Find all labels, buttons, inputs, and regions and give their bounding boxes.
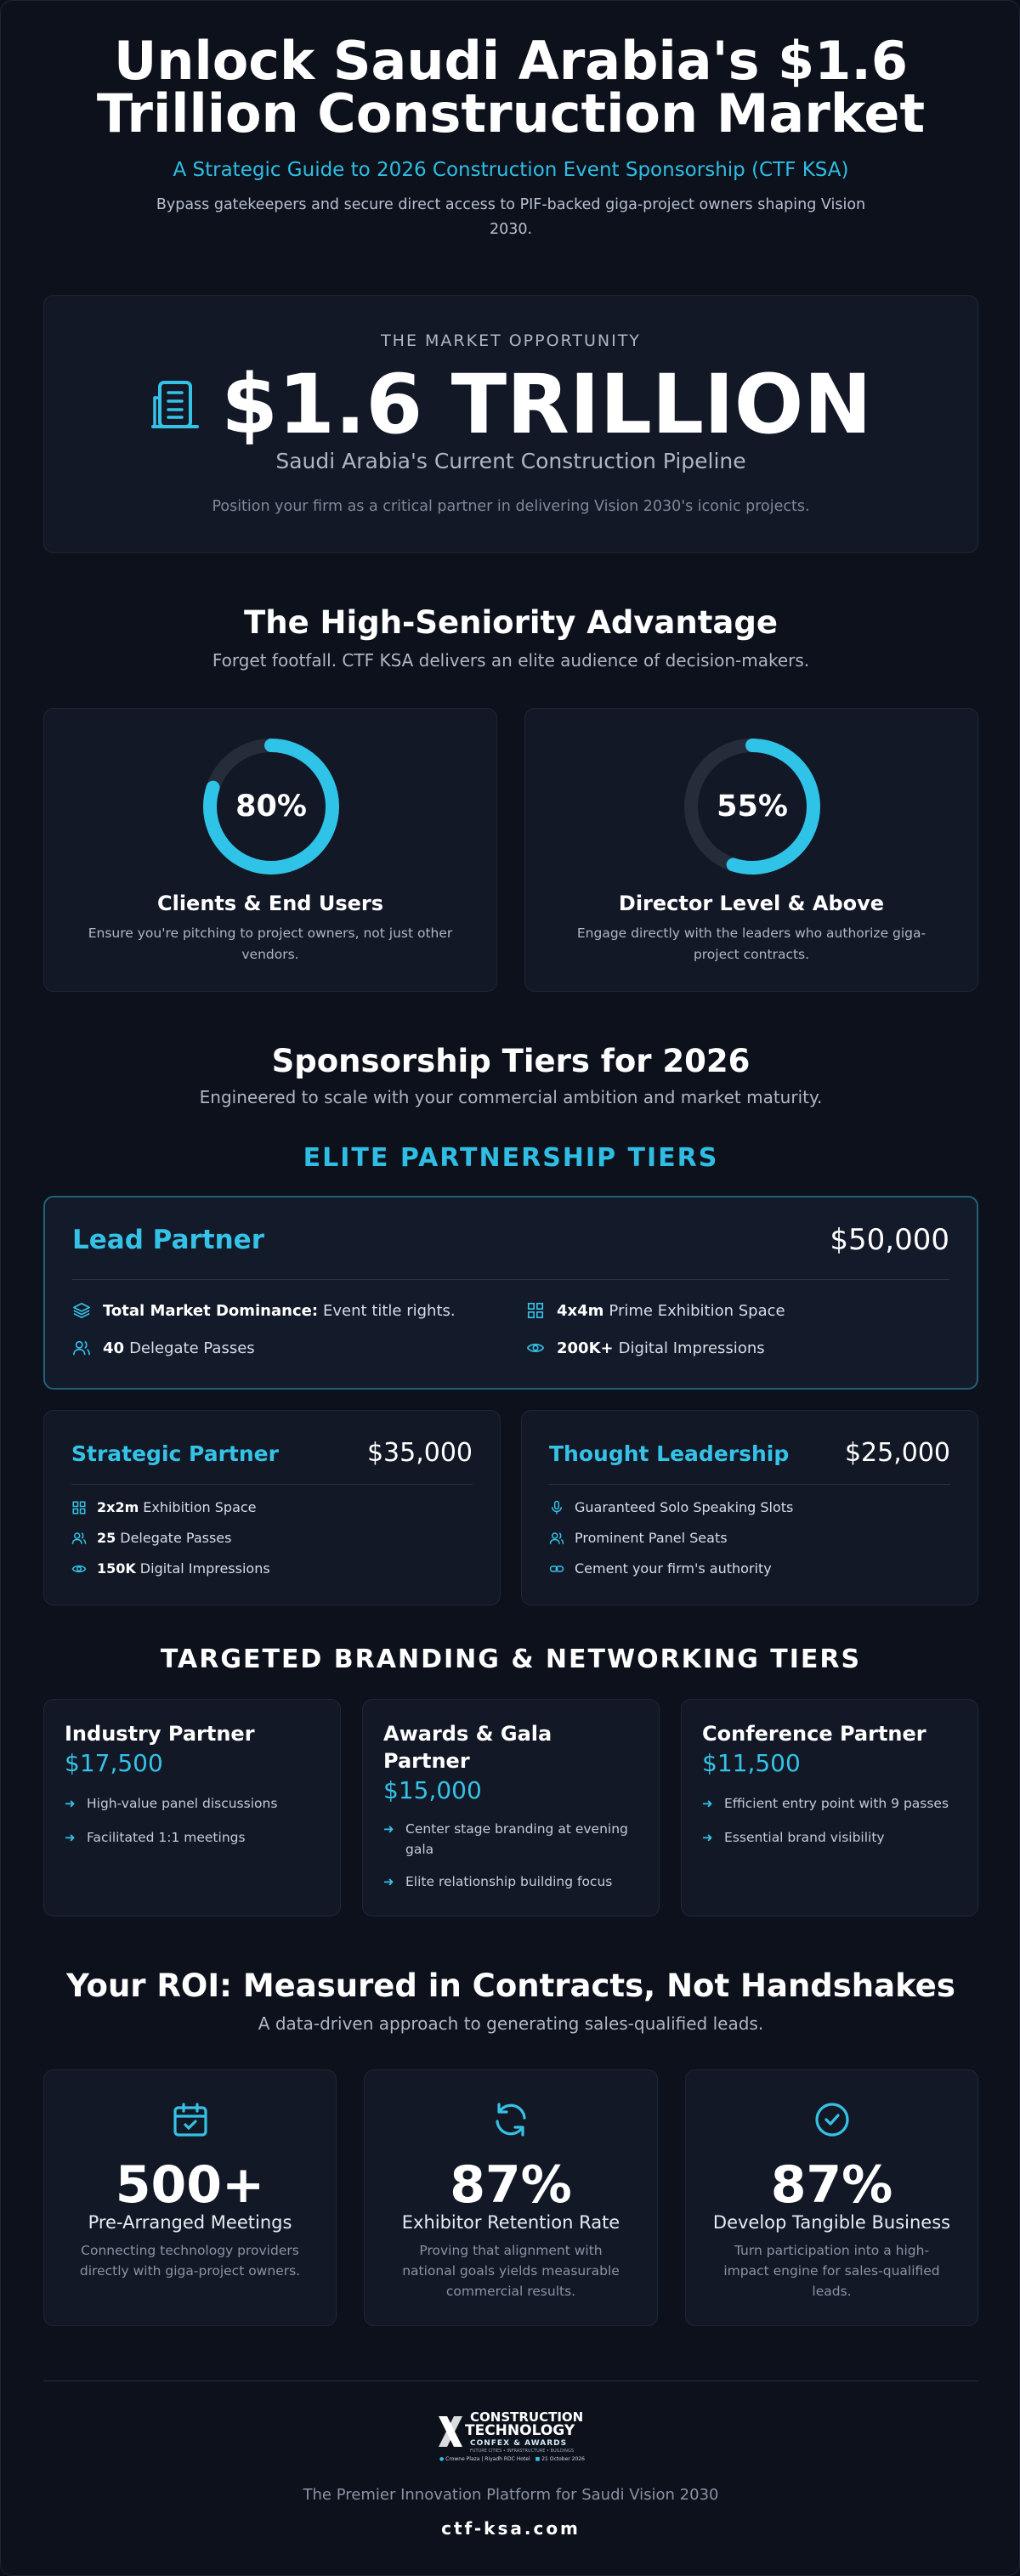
stat-card-clients <box>43 708 497 992</box>
divider <box>71 1484 473 1485</box>
roi-card-title: Develop Tangible Business <box>712 2212 951 2233</box>
tier-name: Industry Partner <box>65 1722 255 1746</box>
arrow-icon: ➜ <box>702 1830 713 1845</box>
hero-title: Unlock Saudi Arabia's $1.6 Trillion Construction Market <box>96 30 926 144</box>
tier-name: Conference Partner <box>702 1722 926 1746</box>
tier-name: Strategic Partner <box>71 1441 279 1466</box>
tier-feature: 200K+ Digital Impressions <box>526 1339 765 1357</box>
market-caption: Saudi Arabia's Current Construction Pipeline <box>275 449 746 473</box>
roi-card-description: Connecting technology providers directly with giga-project owners. <box>79 2243 301 2279</box>
users-icon <box>72 1339 91 1357</box>
market-opportunity-card <box>43 295 978 553</box>
tier-name: Thought Leadership <box>549 1441 790 1466</box>
roi-value: 500+ <box>115 2155 265 2215</box>
divider <box>549 1484 950 1485</box>
percent-ring <box>199 734 343 879</box>
tier-feature: Cement your firm's authority <box>549 1560 772 1577</box>
tier-feature: Prominent Panel Seats <box>549 1530 728 1546</box>
calendar-icon: ■ <box>535 2456 541 2462</box>
market-value: $1.6 TRILLION <box>221 357 872 452</box>
arrow-icon: ➜ <box>383 1821 394 1837</box>
seniority-title: The High-Seniority Advantage <box>244 604 778 641</box>
tier-name: Lead Partner <box>72 1225 264 1255</box>
hero-description: Bypass gatekeepers and secure direct access to PIF-backed giga-project owners shaping Vision 2030. <box>156 196 866 238</box>
tier-price: $15,000 <box>383 1776 482 1804</box>
arrow-icon: ➜ <box>65 1830 76 1845</box>
list-item: ➜ High-value panel discussions <box>65 1793 323 1814</box>
tier-price: $17,500 <box>65 1749 163 1777</box>
roi-card-business <box>685 2069 978 2326</box>
roi-card-description: Proving that alignment with national goals yields measurable commercial results. <box>402 2243 620 2299</box>
check-circle-icon <box>812 2099 853 2140</box>
stat-title: Director Level & Above <box>618 892 885 915</box>
event-logo: CONSTRUCTION TECHNOLOGY CONFEX & AWARDS FUTURE CITIES • INFRASTRUCTURE • BUILDINGS ● Crowne Plaza | Riyadh RDC Hotel ■ 21 October 2026 <box>434 2409 587 2469</box>
stat-percent: 80% <box>235 790 307 824</box>
layers-icon <box>72 1301 91 1320</box>
seniority-subtitle: Forget footfall. CTF KSA delivers an elite audience of decision-makers. <box>212 650 810 671</box>
footer-tagline: The Premier Innovation Platform for Saudi Vision 2030 <box>303 2486 719 2504</box>
roi-value: 87% <box>450 2155 572 2215</box>
roi-card-title: Exhibitor Retention Rate <box>401 2212 620 2233</box>
eye-icon <box>526 1339 545 1357</box>
location-pin-icon: ● <box>439 2456 445 2462</box>
microphone-icon <box>549 1500 564 1515</box>
roi-subtitle: A data-driven approach to generating sales-qualified leads. <box>258 2013 764 2034</box>
tiers-title: Sponsorship Tiers for 2026 <box>271 1043 751 1079</box>
roi-title: Your ROI: Measured in Contracts, Not Handshakes <box>66 1967 955 2004</box>
industry-partner-card <box>43 1699 341 1916</box>
refresh-icon <box>490 2099 531 2140</box>
tier-feature: 2x2m Exhibition Space <box>71 1499 257 1515</box>
arrow-icon: ➜ <box>65 1796 76 1811</box>
tier-feature: 4x4m Prime Exhibition Space <box>526 1301 785 1320</box>
thought-leadership-card <box>521 1410 978 1605</box>
percent-ring <box>680 734 824 879</box>
tiers-subtitle: Engineered to scale with your commercial ambition and market maturity. <box>199 1087 823 1107</box>
stat-card-directors <box>524 708 978 992</box>
roi-card-description: Turn participation into a high- impact engine for sales-qualified leads. <box>723 2243 940 2299</box>
stat-description: Engage directly with the leaders who authorize giga- project contracts. <box>576 926 926 962</box>
arrow-icon: ➜ <box>702 1796 713 1811</box>
users-icon <box>549 1531 564 1546</box>
awards-gala-partner-card <box>362 1699 660 1916</box>
tier-feature: 25 Delegate Passes <box>71 1530 231 1546</box>
tier-feature: Total Market Dominance: Event title rights. <box>72 1301 456 1320</box>
stat-description: Ensure you're pitching to project owners, not just other vendors. <box>88 926 453 962</box>
divider <box>72 1279 949 1280</box>
tier-price: $50,000 <box>830 1223 949 1257</box>
elite-tiers-heading: ELITE PARTNERSHIP TIERS <box>303 1143 719 1173</box>
roi-card-meetings <box>43 2069 337 2326</box>
stat-title: Clients & End Users <box>156 892 383 915</box>
market-kicker: THE MARKET OPPORTUNITY <box>381 331 641 350</box>
market-note: Position your firm as a critical partner in delivering Vision 2030's iconic projects. <box>212 498 810 515</box>
calendar-check-icon <box>170 2099 211 2140</box>
arrow-icon: ➜ <box>383 1874 394 1889</box>
footer-url-link[interactable]: ctf-ksa.com <box>441 2518 581 2539</box>
list-item: ➜ Elite relationship building focus <box>383 1871 642 1892</box>
link-icon <box>549 1561 564 1577</box>
list-item: ➜ Essential brand visibility <box>702 1827 960 1848</box>
strategic-partner-card <box>43 1410 501 1605</box>
logo-mark-icon <box>436 2413 465 2450</box>
roi-card-title: Pre-Arranged Meetings <box>88 2212 292 2233</box>
tier-price: $35,000 <box>366 1438 473 1468</box>
tier-feature: 150K Digital Impressions <box>71 1560 270 1577</box>
eye-icon <box>71 1561 87 1577</box>
list-item: ➜ Center stage branding at evening gala <box>383 1819 642 1860</box>
tier-name: Awards & Gala Partner <box>383 1722 552 1773</box>
grid-icon <box>71 1500 87 1515</box>
tier-price: $11,500 <box>702 1749 801 1777</box>
grid-icon <box>526 1301 545 1320</box>
tier-price: $25,000 <box>844 1438 950 1468</box>
stat-percent: 55% <box>717 790 788 824</box>
hero-subtitle: A Strategic Guide to 2026 Construction Event Sponsorship (CTF KSA) <box>173 159 849 181</box>
building-icon <box>150 377 201 432</box>
conference-partner-card <box>681 1699 978 1916</box>
tier-feature: 40 Delegate Passes <box>72 1339 255 1357</box>
list-item: ➜ Efficient entry point with 9 passes <box>702 1793 960 1814</box>
list-item: ➜ Facilitated 1:1 meetings <box>65 1827 323 1848</box>
branding-heading: TARGETED BRANDING & NETWORKING TIERS <box>160 1645 862 1674</box>
roi-value: 87% <box>770 2155 893 2215</box>
roi-card-retention <box>364 2069 658 2326</box>
lead-partner-card <box>43 1196 978 1390</box>
tier-feature: Guaranteed Solo Speaking Slots <box>549 1499 793 1515</box>
users-icon <box>71 1531 87 1546</box>
